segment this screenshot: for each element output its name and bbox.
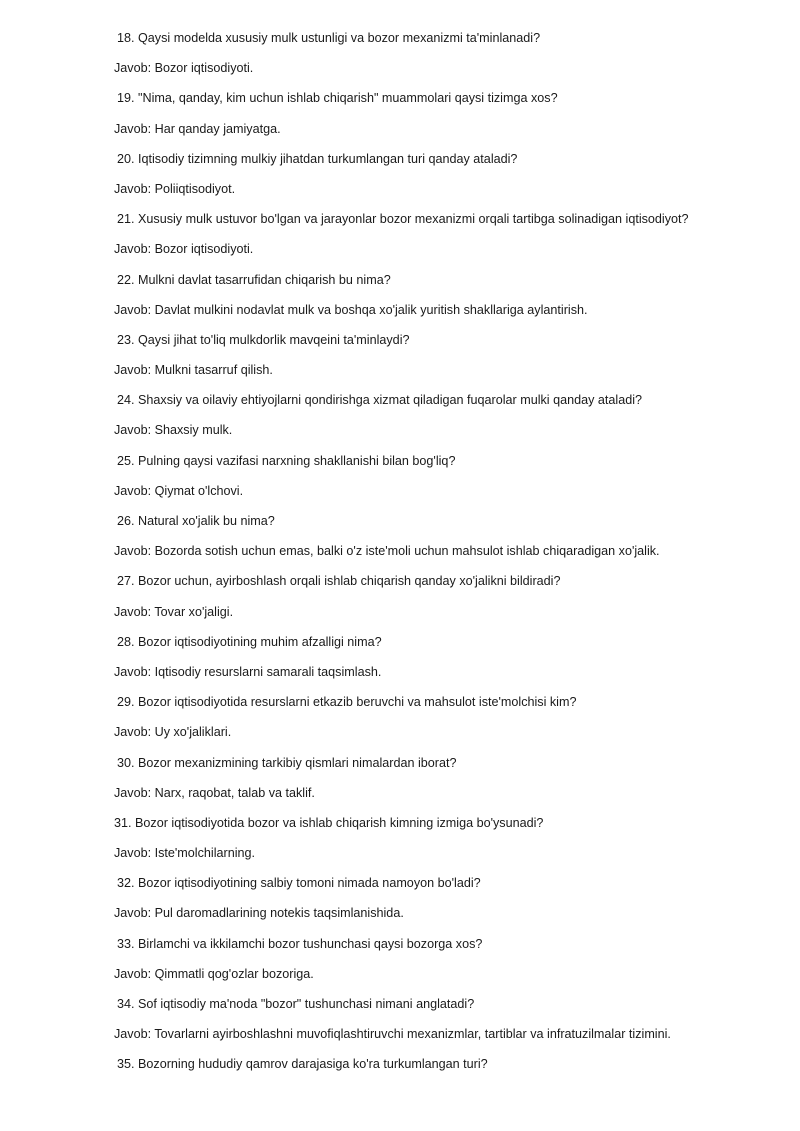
answer-20: Javob: Poliiqtisodiyot. — [114, 181, 236, 196]
question-34: 34. Sof iqtisodiy ma'noda "bozor" tushunchasi nimani anglatadi? — [117, 997, 475, 1011]
answer-33: Javob: Qimmatli qog'ozlar bozoriga. — [114, 966, 314, 981]
answer-30: Javob: Narx, raqobat, talab va taklif. — [114, 785, 315, 800]
question-26: 26. Natural xo'jalik bu nima? — [117, 514, 275, 528]
question-19: 19. "Nima, qanday, kim uchun ishlab chiqarish" muammolari qaysi tizimga xos? — [117, 91, 558, 106]
answer-25: Javob: Qiymat o'lchovi. — [114, 483, 244, 498]
qa-list — [0, 28, 800, 1085]
answer-23: Javob: Mulkni tasarruf qilish. — [114, 363, 273, 378]
question-20: 20. Iqtisodiy tizimning mulkiy jihatdan turkumlangan turi qanday ataladi? — [117, 151, 518, 166]
answer-21: Javob: Bozor iqtisodiyoti. — [114, 242, 254, 257]
question-28: 28. Bozor iqtisodiyotining muhim afzalligi nima? — [117, 634, 382, 649]
question-30: 30. Bozor mexanizmining tarkibiy qismlari nimalardan iborat? — [117, 755, 457, 770]
question-25: 25. Pulning qaysi vazifasi narxning shakllanishi bilan bog'liq? — [117, 453, 456, 468]
question-18: 18. Qaysi modelda xususiy mulk ustunligi va bozor mexanizmi ta'minlanadi? — [117, 31, 541, 45]
answer-18: Javob: Bozor iqtisodiyoti. — [114, 61, 254, 76]
question-32: 32. Bozor iqtisodiyotining salbiy tomoni nimada namoyon bo'ladi? — [117, 876, 481, 891]
answer-19: Javob: Har qanday jamiyatga. — [114, 121, 281, 136]
question-33: 33. Birlamchi va ikkilamchi bozor tushunchasi qaysi bozorga xos? — [117, 936, 483, 951]
answer-22: Javob: Davlat mulkini nodavlat mulk va boshqa xo'jalik yuritish shakllariga aylantirish. — [114, 302, 588, 317]
question-35: 35. Bozorning hududiy qamrov darajasiga ko'ra turkumlangan turi? — [117, 1057, 488, 1072]
answer-26: Javob: Bozorda sotish uchun emas, balki o'z iste'moli uchun mahsulot ishlab chiqaradigan xo'jalik. — [114, 544, 660, 559]
answer-24: Javob: Shaxsiy mulk. — [114, 423, 233, 438]
answer-31: Javob: Iste'molchilarning. — [114, 846, 256, 861]
question-21: 21. Xususiy mulk ustuvor bo'lgan va jarayonlar bozor mexanizmi orqali tartibga solinadigan iqtisodiyot? — [117, 212, 689, 227]
answer-29: Javob: Uy xo'jaliklari. — [114, 725, 232, 740]
question-23: 23. Qaysi jihat to'liq mulkdorlik mavqeini ta'minlaydi? — [117, 332, 410, 347]
answer-32: Javob: Pul daromadlarining notekis taqsimlanishida. — [114, 906, 404, 921]
question-24: 24. Shaxsiy va oilaviy ehtiyojlarni qondirishga xizmat qiladigan fuqarolar mulki qanday ataladi? — [117, 393, 643, 408]
answer-28: Javob: Iqtisodiy resurslarni samarali taqsimlash. — [114, 664, 382, 679]
question-22: 22. Mulkni davlat tasarrufidan chiqarish bu nima? — [117, 272, 391, 287]
answer-34: Javob: Tovarlarni ayirboshlashni muvofiqlashtiruvchi mexanizmlar, tartiblar va infratuzilmalar tizimini. — [114, 1027, 671, 1042]
answer-27: Javob: Tovar xo'jaligi. — [114, 604, 234, 619]
question-29: 29. Bozor iqtisodiyotida resurslarni etkazib beruvchi va mahsulot iste'molchisi kim? — [117, 695, 577, 710]
question-27: 27. Bozor uchun, ayirboshlash orqali ishlab chiqarish qanday xo'jalikni bildiradi? — [117, 574, 561, 589]
question-31: 31. Bozor iqtisodiyotida bozor va ishlab chiqarish kimning izmiga bo'ysunadi? — [114, 815, 544, 830]
